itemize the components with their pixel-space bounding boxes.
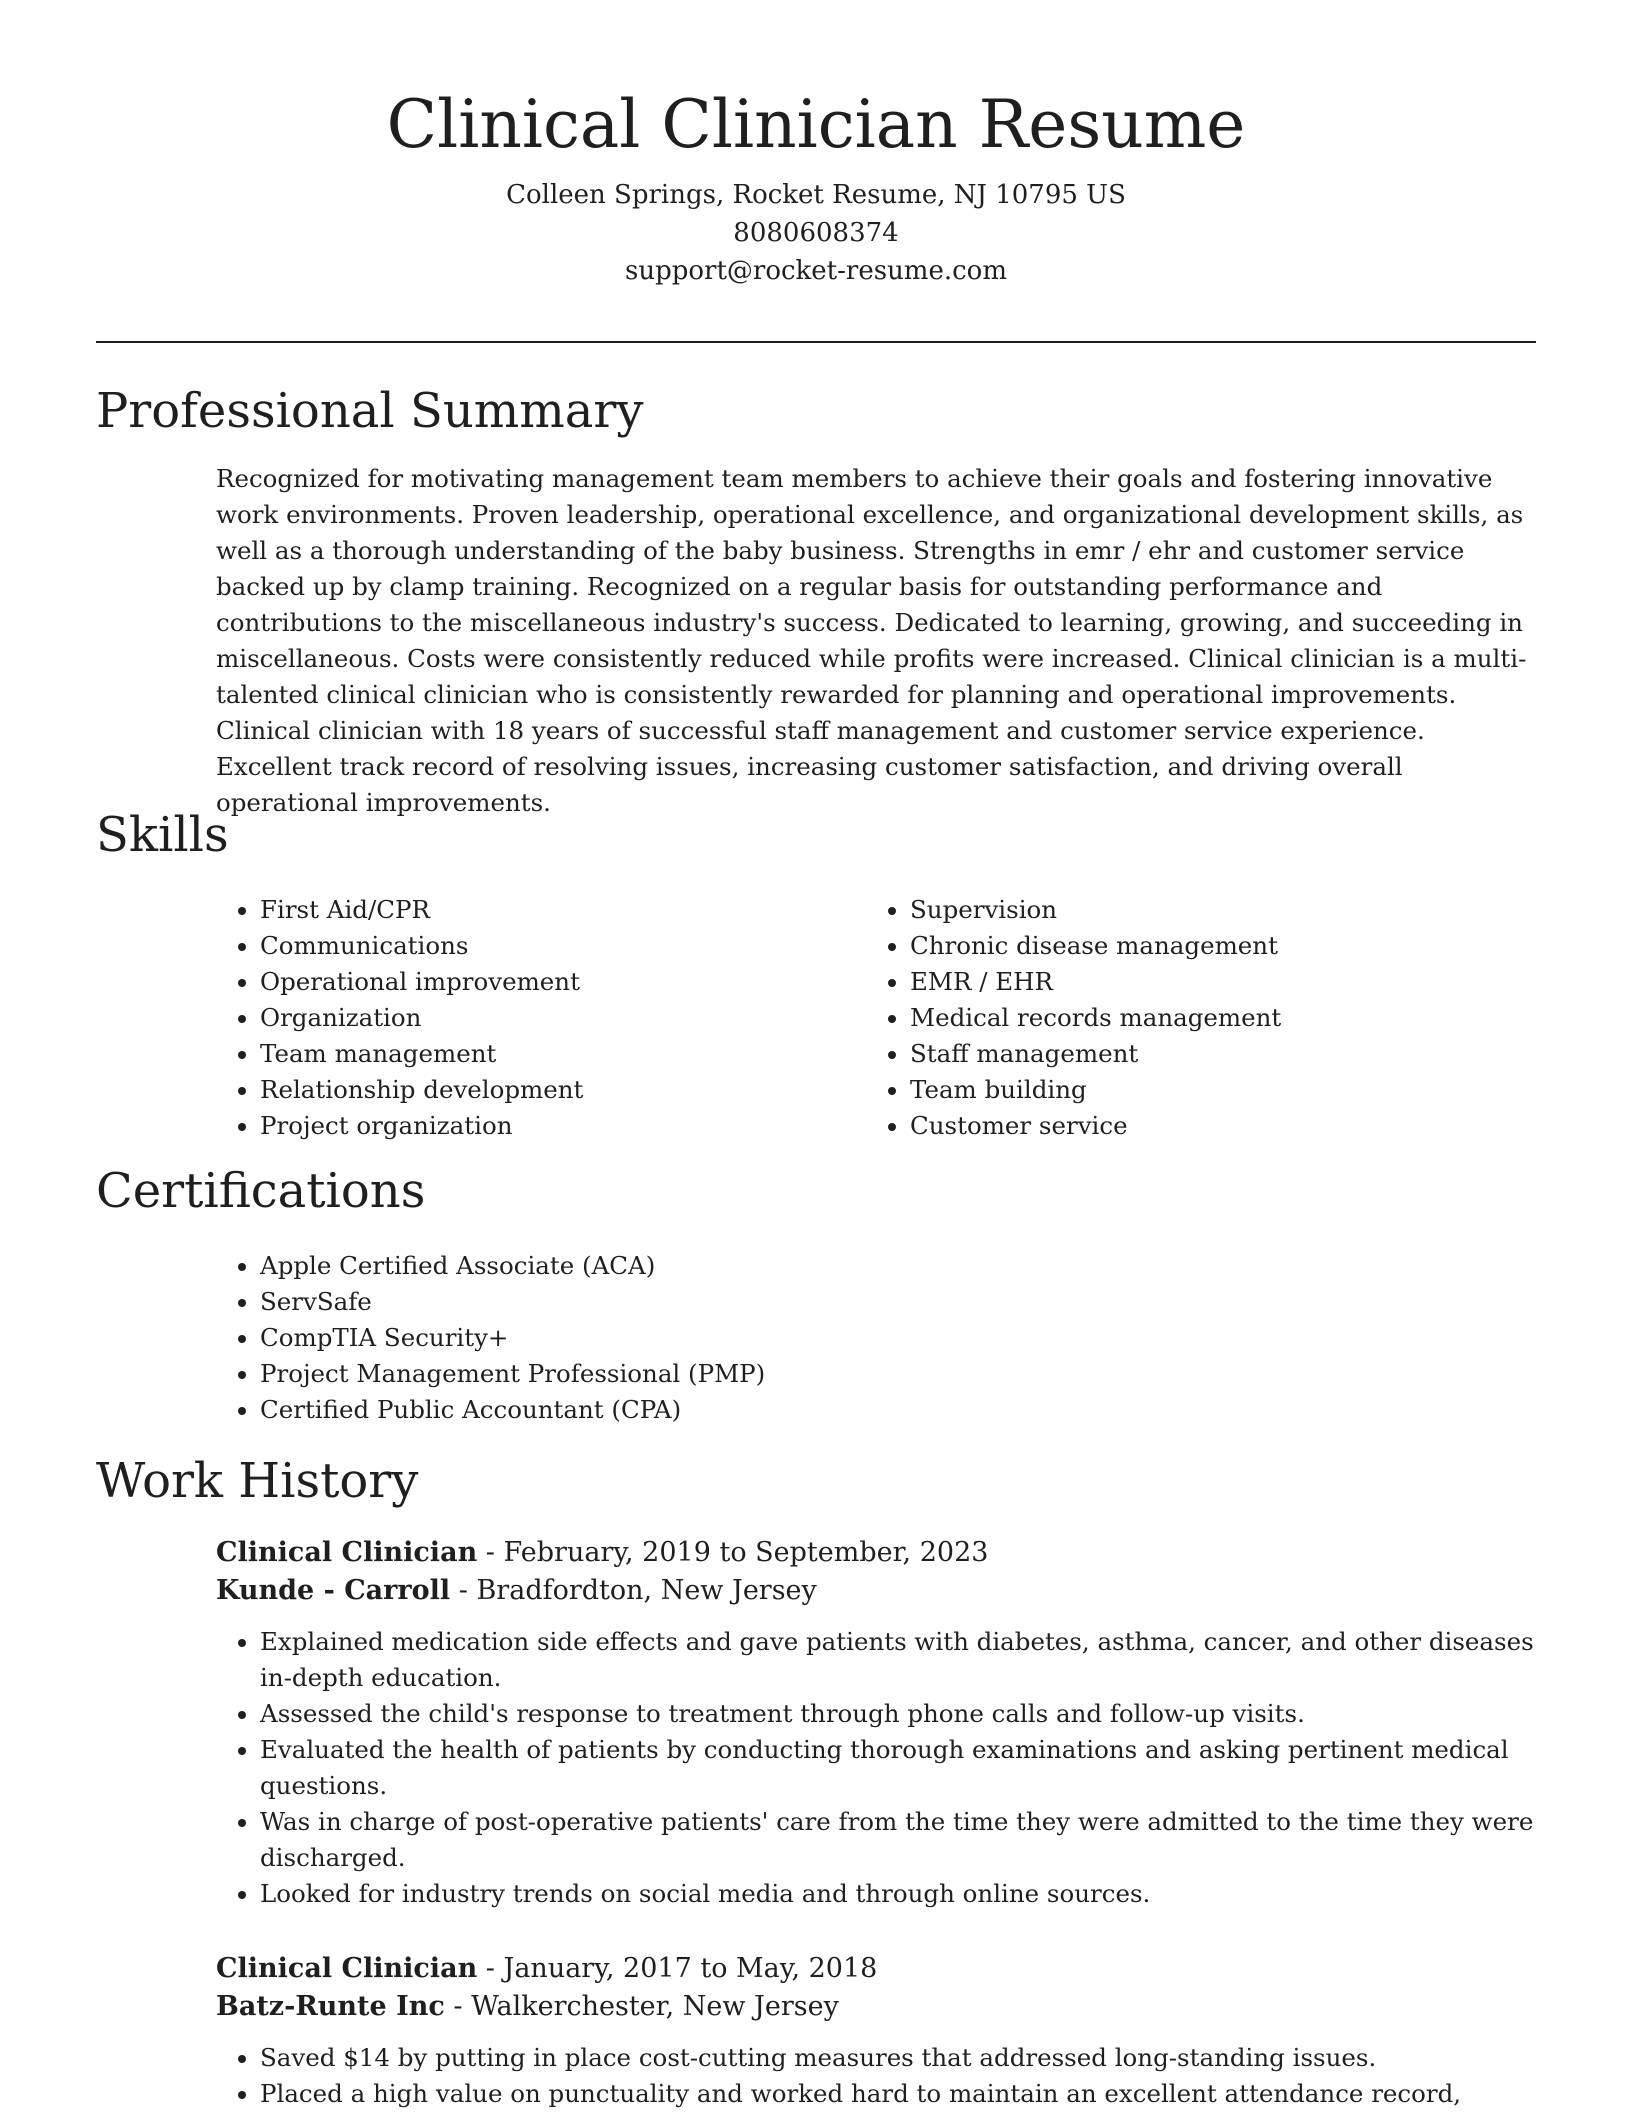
resume-header — [96, 80, 1536, 290]
summary-text: Recognized for motivating management team members to achieve their goals and fostering innovative work environments. Proven leadership, operational excellence, and organizational development skills, as well as a thorough understanding of the baby business. Strengths in emr / ehr and customer service backed up by clamp training. Recognized on a regular basis for outstanding performance and contributions to the miscellaneous industry's success. Dedicated to learning, growing, and succeeding in miscellaneous. Costs were consistently reduced while profits were increased. Clinical clinician is a multi-talented clinical clinician who is consistently rewarded for planning and operational improvements. Clinical clinician with 18 years of successful staff management and customer service experience. Excellent track record of resolving issues, increasing customer satisfaction, and driving overall operational improvements. — [216, 464, 1527, 817]
skill-item: • Chronic disease management — [910, 928, 1530, 964]
job-company-line: Kunde - Carroll - Bradfordton, New Jersey — [216, 1575, 817, 1606]
job-title-line: Clinical Clinician - January, 2017 to May, 2018 — [216, 1953, 878, 1984]
skills-list-left — [260, 892, 840, 1144]
certification-item: • Apple Certified Associate (ACA) — [260, 1248, 1160, 1284]
contact-address: Colleen Springs, Rocket Resume, NJ 10795 US — [506, 180, 1126, 210]
certification-item: • CompTIA Security+ — [260, 1320, 1160, 1356]
job-bullet: • Looked for industry trends on social media and through online sources. — [260, 1876, 1536, 1912]
job-company: Kunde - Carroll — [216, 1575, 451, 1606]
header-divider — [96, 341, 1536, 343]
job-bullet: • Saved $14 by putting in place cost-cutting measures that addressed long-standing issues. — [260, 2040, 1536, 2076]
contact-phone: 8080608374 — [733, 218, 899, 248]
skill-item: • Communications — [260, 928, 840, 964]
section-title-summary: Professional Summary — [96, 383, 644, 439]
skill-item: • Customer service — [910, 1108, 1530, 1144]
skill-item: • EMR / EHR — [910, 964, 1530, 1000]
job-company-line: Batz-Runte Inc - Walkerchester, New Jersey — [216, 1991, 839, 2022]
certification-item: • Certified Public Accountant (CPA) — [260, 1392, 1160, 1428]
work-entry — [216, 1534, 1536, 1912]
contact-email: support@rocket-resume.com — [624, 256, 1007, 286]
job-bullet: • Was in charge of post-operative patients' care from the time they were admitted to the time they were discharged. — [260, 1804, 1536, 1876]
job-dates: January, 2017 to May, 2018 — [503, 1953, 878, 1984]
job-company: Batz-Runte Inc — [216, 1991, 445, 2022]
job-title: Clinical Clinician — [216, 1537, 478, 1568]
skill-item: • Medical records management — [910, 1000, 1530, 1036]
section-title-work-history: Work History — [96, 1453, 419, 1509]
skill-item: • Team management — [260, 1036, 840, 1072]
certification-item: • Project Management Professional (PMP) — [260, 1356, 1160, 1392]
skill-item: • Operational improvement — [260, 964, 840, 1000]
job-bullet: • Assessed the child's response to treatment through phone calls and follow-up visits. — [260, 1696, 1536, 1732]
job-location: Walkerchester, New Jersey — [471, 1991, 839, 2022]
section-title-certifications: Certifications — [96, 1163, 426, 1219]
contact-info — [96, 176, 1536, 290]
resume-name: Clinical Clinician Resume — [386, 86, 1246, 163]
job-location: Bradfordton, New Jersey — [476, 1575, 817, 1606]
job-title-line: Clinical Clinician - February, 2019 to September, 2023 — [216, 1537, 989, 1568]
skill-item: • Team building — [910, 1072, 1530, 1108]
job-bullet-list — [216, 2040, 1536, 2112]
section-title-skills: Skills — [96, 807, 229, 863]
work-entry — [216, 1950, 1536, 2112]
skill-item: • Project organization — [260, 1108, 840, 1144]
skill-item: • Organization — [260, 1000, 840, 1036]
job-bullet: • Placed a high value on punctuality and worked hard to maintain an excellent attendance record, — [260, 2076, 1536, 2112]
certifications-list — [260, 1248, 1160, 1428]
job-bullet: • Evaluated the health of patients by conducting thorough examinations and asking pertinent medical questions. — [260, 1732, 1536, 1804]
skills-list-right — [910, 892, 1530, 1144]
skill-item: • Staff management — [910, 1036, 1530, 1072]
skill-item: • First Aid/CPR — [260, 892, 840, 928]
job-bullet: • Explained medication side effects and gave patients with diabetes, asthma, cancer, and other diseases in-depth education. — [260, 1624, 1536, 1696]
job-title: Clinical Clinician — [216, 1953, 478, 1984]
skill-item: • Relationship development — [260, 1072, 840, 1108]
job-dates: February, 2019 to September, 2023 — [503, 1537, 989, 1568]
job-bullet-list — [216, 1624, 1536, 1912]
certification-item: • ServSafe — [260, 1284, 1160, 1320]
skill-item: • Supervision — [910, 892, 1530, 928]
